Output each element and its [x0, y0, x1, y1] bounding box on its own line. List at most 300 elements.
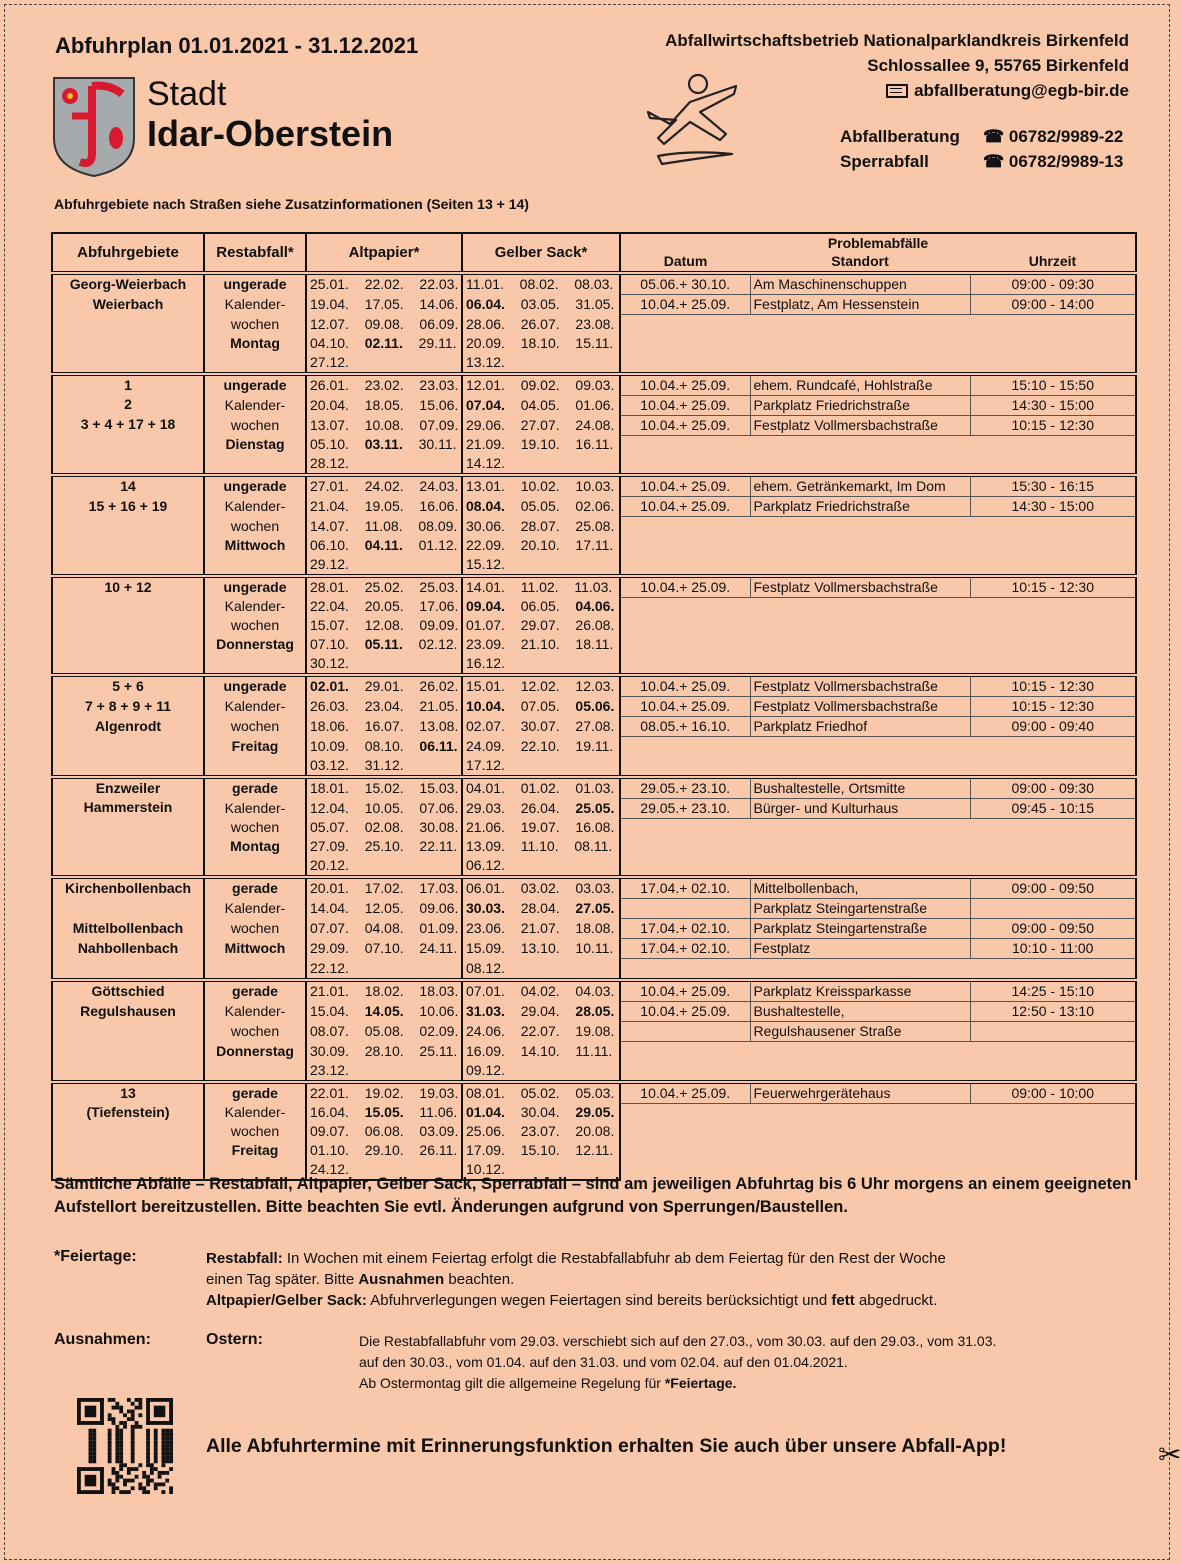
rest-cell: Kalender-	[204, 697, 306, 717]
gelber-sack-cell: 09.04. 06.05. 04.06.	[462, 597, 620, 616]
header-uhrzeit: Uhrzeit	[970, 251, 1136, 273]
problem-time-cell: 14:30 - 15:00	[970, 497, 1136, 517]
rest-cell: wochen	[204, 818, 306, 837]
gelber-sack-cell: 01.07. 29.07. 26.08.	[462, 616, 620, 635]
altpapier-cell: 02.01. 29.01. 26.02.	[306, 675, 462, 697]
gelber-sack-cell: 22.09. 20.10. 17.11.	[462, 536, 620, 555]
altpapier-cell: 18.06. 16.07. 13.08.	[306, 717, 462, 737]
altpapier-cell: 26.01. 23.02. 23.03.	[306, 374, 462, 396]
area-cell	[52, 1022, 204, 1042]
rest-cell: Kalender-	[204, 597, 306, 616]
gelber-sack-cell: 24.09. 22.10. 19.11.	[462, 737, 620, 756]
area-cell	[52, 435, 204, 454]
problem-date-cell: 17.04.+ 02.10.	[620, 919, 750, 939]
table-row	[52, 1022, 1136, 1042]
area-cell	[52, 536, 204, 555]
problem-date-cell: 10.04.+ 25.09.	[620, 1082, 750, 1104]
problem-location-cell: Parkplatz Friedrichstraße	[750, 395, 970, 415]
problem-time-cell: 14:25 - 15:10	[970, 980, 1136, 1002]
rest-cell: Mittwoch	[204, 536, 306, 555]
scissors-icon: ✂	[1158, 1439, 1181, 1470]
problem-time-cell: 15:10 - 15:50	[970, 374, 1136, 396]
problem-empty-cell	[620, 315, 1136, 374]
rest-cell: Freitag	[204, 1141, 306, 1160]
problem-empty-cell	[620, 1042, 1136, 1082]
altpapier-cell: 08.07. 05.08. 02.09.	[306, 1022, 462, 1042]
altpapier-cell: 20.01. 17.02. 17.03.	[306, 877, 462, 899]
gelber-sack-cell: 13.01. 10.02. 10.03.	[462, 475, 620, 497]
rest-cell: gerade	[204, 777, 306, 799]
rest-text-bold: Ausnahmen	[358, 1271, 445, 1288]
gelber-sack-cell: 13.09. 11.10. 08.11.	[462, 837, 620, 856]
city-prefix: Stadt	[147, 75, 227, 113]
altpapier-cell: 30.12.	[306, 654, 462, 675]
gelber-sack-cell: 30.06. 28.07. 25.08.	[462, 517, 620, 536]
rest-cell	[204, 756, 306, 777]
gelber-sack-cell: 01.04. 30.04. 29.05.	[462, 1103, 620, 1122]
area-cell	[52, 1122, 204, 1141]
gelber-sack-cell: 10.04. 07.05. 05.06.	[462, 697, 620, 717]
rest-cell: wochen	[204, 717, 306, 737]
problem-time-cell: 09:00 - 14:00	[970, 295, 1136, 315]
area-cell	[52, 454, 204, 475]
ausnahmen-label: Ausnahmen:	[54, 1331, 151, 1348]
problem-location-cell: Mittelbollenbach,	[750, 877, 970, 899]
problem-location-cell: Festplatz Vollmersbachstraße	[750, 675, 970, 697]
area-cell	[52, 555, 204, 576]
altpapier-cell: 28.01. 25.02. 25.03.	[306, 576, 462, 598]
gelber-sack-cell: 14.01. 11.02. 11.03.	[462, 576, 620, 598]
altpapier-cell: 29.12.	[306, 555, 462, 576]
problem-time-cell	[970, 1022, 1136, 1042]
qr-code-icon[interactable]	[77, 1398, 173, 1494]
rest-cell: ungerade	[204, 273, 306, 295]
gelber-sack-cell: 13.12.	[462, 353, 620, 374]
contact-row	[840, 152, 1140, 177]
gelber-sack-cell: 10.12.	[462, 1160, 620, 1180]
gelber-sack-cell: 17.12.	[462, 756, 620, 777]
table-row	[52, 717, 1136, 737]
gelber-sack-cell: 16.12.	[462, 654, 620, 675]
altpapier-cell: 01.10. 29.10. 26.11.	[306, 1141, 462, 1160]
altpapier-cell: 07.10. 05.11. 02.12.	[306, 635, 462, 654]
altpapier-cell: 15.04. 14.05. 10.06.	[306, 1002, 462, 1022]
problem-date-cell: 08.05.+ 16.10.	[620, 717, 750, 737]
area-cell	[52, 334, 204, 353]
rest-label: Restabfall:	[206, 1250, 283, 1267]
table-row	[52, 315, 1136, 334]
rest-cell: Kalender-	[204, 497, 306, 517]
gelber-sack-cell: 17.09. 15.10. 12.11.	[462, 1141, 620, 1160]
altpapier-cell: 13.07. 10.08. 07.09.	[306, 415, 462, 435]
area-cell: 13	[52, 1082, 204, 1104]
table-row	[52, 576, 1136, 598]
problem-location-cell: Bushaltestelle, Ortsmitte	[750, 777, 970, 799]
problem-empty-cell	[620, 959, 1136, 981]
rest-cell: Freitag	[204, 737, 306, 756]
org-email-line	[665, 78, 1129, 103]
rest-cell	[204, 959, 306, 981]
org-name: Abfallwirtschaftsbetrieb Nationalparklandkreis Birkenfeld	[665, 31, 1129, 50]
table-row	[52, 273, 1136, 295]
gelber-sack-cell: 29.06. 27.07. 24.08.	[462, 415, 620, 435]
altpapier-cell: 20.12.	[306, 856, 462, 877]
problem-empty-cell	[620, 737, 1136, 777]
problem-time-cell: 10:15 - 12:30	[970, 576, 1136, 598]
table-row	[52, 517, 1136, 536]
area-cell	[52, 959, 204, 981]
gelber-sack-cell: 25.06. 23.07. 20.08.	[462, 1122, 620, 1141]
area-cell: 14	[52, 475, 204, 497]
table-row	[52, 295, 1136, 315]
rest-cell: wochen	[204, 415, 306, 435]
rest-cell: Montag	[204, 837, 306, 856]
gelber-sack-cell: 15.01. 12.02. 12.03.	[462, 675, 620, 697]
problem-date-cell: 17.04.+ 02.10.	[620, 877, 750, 899]
area-cell: Enzweiler	[52, 777, 204, 799]
altpapier-cell: 19.04. 17.05. 14.06.	[306, 295, 462, 315]
problem-time-cell: 12:50 - 13:10	[970, 1002, 1136, 1022]
header-datum: Datum	[620, 251, 750, 273]
gelber-sack-cell: 28.06. 26.07. 23.08.	[462, 315, 620, 334]
alt-text-bold: fett	[831, 1292, 855, 1309]
organisation-info	[665, 28, 1129, 103]
collection-schedule-table	[51, 232, 1137, 1181]
area-cell: Regulshausen	[52, 1002, 204, 1022]
problem-location-cell: Festplatz, Am Hessenstein	[750, 295, 970, 315]
problem-time-cell: 09:00 - 09:50	[970, 919, 1136, 939]
feiertage-label: *Feiertage:	[54, 1248, 137, 1265]
rest-text: beachten.	[444, 1271, 515, 1288]
area-cell	[52, 315, 204, 334]
ostern-line-bold: *Feiertage.	[664, 1375, 737, 1391]
table-row	[52, 1082, 1136, 1104]
problem-time-cell: 09:00 - 09:50	[970, 877, 1136, 899]
area-cell: 3 + 4 + 17 + 18	[52, 415, 204, 435]
problem-location-cell: Am Maschinenschuppen	[750, 273, 970, 295]
problem-time-cell: 09:00 - 09:30	[970, 777, 1136, 799]
altpapier-cell: 18.01. 15.02. 15.03.	[306, 777, 462, 799]
header-standort: Standort	[750, 251, 970, 273]
area-cell	[52, 899, 204, 919]
problem-time-cell: 15:30 - 16:15	[970, 475, 1136, 497]
area-cell: Weierbach	[52, 295, 204, 315]
altpapier-cell: 20.04. 18.05. 15.06.	[306, 395, 462, 415]
gelber-sack-cell: 24.06. 22.07. 19.08.	[462, 1022, 620, 1042]
area-cell	[52, 818, 204, 837]
altpapier-cell: 09.07. 06.08. 03.09.	[306, 1122, 462, 1141]
problem-location-cell: Bürger- und Kulturhaus	[750, 798, 970, 818]
area-cell: 2	[52, 395, 204, 415]
altpapier-cell: 16.04. 15.05. 11.06.	[306, 1103, 462, 1122]
table-row	[52, 899, 1136, 919]
area-cell: Hammerstein	[52, 798, 204, 818]
rest-cell: Kalender-	[204, 1002, 306, 1022]
gelber-sack-cell: 07.01. 04.02. 04.03.	[462, 980, 620, 1002]
rest-cell: ungerade	[204, 475, 306, 497]
table-row	[52, 959, 1136, 981]
altpapier-cell: 05.10. 03.11. 30.11.	[306, 435, 462, 454]
problem-date-cell	[620, 1022, 750, 1042]
gelber-sack-cell: 15.09. 13.10. 10.11.	[462, 939, 620, 959]
rest-cell: Montag	[204, 334, 306, 353]
rest-cell: wochen	[204, 616, 306, 635]
problem-location-cell: Parkplatz Friedrichstraße	[750, 497, 970, 517]
problem-time-cell: 09:00 - 09:30	[970, 273, 1136, 295]
problem-location-cell: Feuerwehrgerätehaus	[750, 1082, 970, 1104]
problem-date-cell: 10.04.+ 25.09.	[620, 576, 750, 598]
problem-location-cell: ehem. Getränkemarkt, Im Dom	[750, 475, 970, 497]
problem-location-cell: Festplatz	[750, 939, 970, 959]
problem-location-cell: Parkplatz Steingartenstraße	[750, 919, 970, 939]
ostern-text	[359, 1331, 1119, 1394]
contacts	[840, 127, 1140, 177]
table-row	[52, 737, 1136, 756]
area-cell	[52, 756, 204, 777]
gelber-sack-cell: 08.01. 05.02. 05.03.	[462, 1082, 620, 1104]
rest-cell: ungerade	[204, 576, 306, 598]
table-row	[52, 697, 1136, 717]
problem-location-cell: ehem. Rundcafé, Hohlstraße	[750, 374, 970, 396]
table-row	[52, 497, 1136, 517]
table-row	[52, 818, 1136, 837]
table-row	[52, 374, 1136, 396]
table-row	[52, 1042, 1136, 1061]
altpapier-cell: 23.12.	[306, 1061, 462, 1082]
table-row	[52, 475, 1136, 497]
rest-cell: wochen	[204, 1122, 306, 1141]
altpapier-cell: 14.07. 11.08. 08.09.	[306, 517, 462, 536]
rest-cell	[204, 1061, 306, 1082]
problem-date-cell	[620, 899, 750, 919]
rest-cell: wochen	[204, 315, 306, 334]
problem-date-cell: 10.04.+ 25.09.	[620, 675, 750, 697]
area-cell	[52, 856, 204, 877]
table-row	[52, 877, 1136, 899]
problem-empty-cell	[620, 435, 1136, 475]
rest-cell: gerade	[204, 980, 306, 1002]
ostern-line: auf den 30.03., vom 01.04. auf den 31.03. und vom 02.04. auf den 01.04.2021.	[359, 1354, 848, 1370]
altpapier-cell: 25.01. 22.02. 22.03.	[306, 273, 462, 295]
problem-time-cell: 09:00 - 10:00	[970, 1082, 1136, 1104]
problem-date-cell: 29.05.+ 23.10.	[620, 777, 750, 799]
gelber-sack-cell: 16.09. 14.10. 11.11.	[462, 1042, 620, 1061]
page-title: Abfuhrplan 01.01.2021 - 31.12.2021	[55, 33, 419, 58]
alt-label: Altpapier/Gelber Sack:	[206, 1292, 367, 1309]
problem-location-cell: Festplatz Vollmersbachstraße	[750, 697, 970, 717]
altpapier-cell: 14.04. 12.05. 09.06.	[306, 899, 462, 919]
table-row	[52, 415, 1136, 435]
problem-location-cell: Festplatz Vollmersbachstraße	[750, 576, 970, 598]
table-row	[52, 980, 1136, 1002]
gelber-sack-cell: 07.04. 04.05. 01.06.	[462, 395, 620, 415]
table-row	[52, 919, 1136, 939]
altpapier-cell: 29.09. 07.10. 24.11.	[306, 939, 462, 959]
altpapier-cell: 22.04. 20.05. 17.06.	[306, 597, 462, 616]
problem-date-cell: 10.04.+ 25.09.	[620, 395, 750, 415]
area-cell	[52, 654, 204, 675]
area-cell	[52, 1042, 204, 1061]
rest-cell: Kalender-	[204, 798, 306, 818]
rest-cell	[204, 555, 306, 576]
problem-time-cell: 10:15 - 12:30	[970, 675, 1136, 697]
problem-date-cell: 10.04.+ 25.09.	[620, 295, 750, 315]
area-cell: Georg-Weierbach	[52, 273, 204, 295]
altpapier-cell: 12.04. 10.05. 07.06.	[306, 798, 462, 818]
gelber-sack-cell: 20.09. 18.10. 15.11.	[462, 334, 620, 353]
contact-label: Abfallberatung	[840, 127, 960, 146]
rest-cell	[204, 353, 306, 374]
problem-date-cell: 10.04.+ 25.09.	[620, 980, 750, 1002]
area-cell	[52, 597, 204, 616]
gelber-sack-cell: 04.01. 01.02. 01.03.	[462, 777, 620, 799]
gelber-sack-cell: 14.12.	[462, 454, 620, 475]
rest-text: In Wochen mit einem Feiertag erfolgt die Restabfallabfuhr ab dem Feiertag für den Rest der Woche	[282, 1250, 946, 1267]
ostern-label: Ostern:	[206, 1331, 263, 1348]
org-email[interactable]: abfallberatung@egb-bir.de	[914, 81, 1129, 100]
gelber-sack-cell: 15.12.	[462, 555, 620, 576]
problem-time-cell: 10:15 - 12:30	[970, 415, 1136, 435]
gelber-sack-cell: 21.09. 19.10. 16.11.	[462, 435, 620, 454]
gelber-sack-cell: 09.12.	[462, 1061, 620, 1082]
problem-time-cell: 10:15 - 12:30	[970, 697, 1136, 717]
gelber-sack-cell: 11.01. 08.02. 08.03.	[462, 273, 620, 295]
area-cell: Kirchenbollenbach	[52, 877, 204, 899]
problem-empty-cell	[620, 517, 1136, 576]
rest-cell: Dienstag	[204, 435, 306, 454]
table-row	[52, 435, 1136, 454]
header-area: Abfuhrgebiete	[52, 233, 204, 273]
area-cell	[52, 517, 204, 536]
problem-date-cell: 10.04.+ 25.09.	[620, 1002, 750, 1022]
table-row	[52, 597, 1136, 616]
table-row	[52, 675, 1136, 697]
gelber-sack-cell: 31.03. 29.04. 28.05.	[462, 1002, 620, 1022]
altpapier-cell: 21.01. 18.02. 18.03.	[306, 980, 462, 1002]
problem-location-cell: Parkplatz Friedhof	[750, 717, 970, 737]
problem-date-cell: 10.04.+ 25.09.	[620, 697, 750, 717]
problem-empty-cell	[620, 597, 1136, 675]
area-cell: 15 + 16 + 19	[52, 497, 204, 517]
problem-time-cell: 10:10 - 11:00	[970, 939, 1136, 959]
app-promo: Alle Abfuhrtermine mit Erinnerungsfunktion erhalten Sie auch über unsere Abfall-App!	[206, 1435, 1007, 1457]
placement-notice: Sämtliche Abfälle – Restabfall, Altpapier, Gelber Sack, Sperrabfall – sind am jeweiligen Abfuhrtag bis 6 Uhr morgens an einem geeigneten Aufstellort bereitzustellen. Bitte beachten Sie evtl. Änderungen aufgrund von Sperrungen/Baustellen.	[54, 1175, 1132, 1216]
alt-text: Abfuhrverlegungen wegen Feiertagen sind bereits berücksichtigt und	[366, 1292, 832, 1309]
table-row	[52, 1002, 1136, 1022]
table-row	[52, 798, 1136, 818]
gelber-sack-cell: 08.12.	[462, 959, 620, 981]
gelber-sack-cell: 06.01. 03.02. 03.03.	[462, 877, 620, 899]
gelber-sack-cell: 30.03. 28.04. 27.05.	[462, 899, 620, 919]
streets-note: Abfuhrgebiete nach Straßen siehe Zusatzinformationen (Seiten 13 + 14)	[54, 196, 529, 212]
ostern-line: Die Restabfallabfuhr vom 29.03. verschiebt sich auf den 27.03., vom 30.03. auf den 29.03., vom 31.03.	[359, 1333, 997, 1349]
rest-cell: wochen	[204, 919, 306, 939]
table-row	[52, 1103, 1136, 1122]
problem-location-cell: Parkplatz Steingartenstraße	[750, 899, 970, 919]
problem-location-cell: Bushaltestelle,	[750, 1002, 970, 1022]
problem-date-cell: 10.04.+ 25.09.	[620, 415, 750, 435]
header-problem: Problemabfälle	[620, 233, 1136, 251]
area-cell	[52, 616, 204, 635]
problem-time-cell: 09:45 - 10:15	[970, 798, 1136, 818]
area-cell: 1	[52, 374, 204, 396]
rest-cell: wochen	[204, 517, 306, 536]
altpapier-cell: 22.12.	[306, 959, 462, 981]
table-row	[52, 395, 1136, 415]
altpapier-cell: 22.01. 19.02. 19.03.	[306, 1082, 462, 1104]
area-cell	[52, 837, 204, 856]
table-row	[52, 939, 1136, 959]
contact-row	[840, 127, 1140, 152]
area-cell	[52, 1141, 204, 1160]
area-cell	[52, 353, 204, 374]
problem-time-cell: 14:30 - 15:00	[970, 395, 1136, 415]
area-cell: Nahbollenbach	[52, 939, 204, 959]
area-cell: Mittelbollenbach	[52, 919, 204, 939]
problem-date-cell: 29.05.+ 23.10.	[620, 798, 750, 818]
gelber-sack-cell: 29.03. 26.04. 25.05.	[462, 798, 620, 818]
mail-icon	[886, 84, 908, 98]
altpapier-cell: 05.07. 02.08. 30.08.	[306, 818, 462, 837]
table-row	[52, 777, 1136, 799]
org-address: Schlossallee 9, 55765 Birkenfeld	[867, 56, 1129, 75]
area-cell: (Tiefenstein)	[52, 1103, 204, 1122]
problem-empty-cell	[620, 1103, 1136, 1180]
altpapier-cell: 28.12.	[306, 454, 462, 475]
rest-cell: Mittwoch	[204, 939, 306, 959]
area-cell	[52, 1061, 204, 1082]
contact-phone[interactable]: ☎ 06782/9989-22	[983, 127, 1124, 146]
rest-cell: Kalender-	[204, 1103, 306, 1122]
ostern-line: Ab Ostermontag gilt die allgemeine Regelung für	[359, 1375, 665, 1391]
rest-cell: gerade	[204, 877, 306, 899]
altpapier-cell: 15.07. 12.08. 09.09.	[306, 616, 462, 635]
problem-date-cell: 10.04.+ 25.09.	[620, 374, 750, 396]
altpapier-cell: 04.10. 02.11. 29.11.	[306, 334, 462, 353]
rest-cell: Kalender-	[204, 295, 306, 315]
gelber-sack-cell: 23.09. 21.10. 18.11.	[462, 635, 620, 654]
area-cell: 7 + 8 + 9 + 11	[52, 697, 204, 717]
problem-date-cell: 05.06.+ 30.10.	[620, 273, 750, 295]
gelber-sack-cell: 06.04. 03.05. 31.05.	[462, 295, 620, 315]
rest-cell: Kalender-	[204, 395, 306, 415]
altpapier-cell: 07.07. 04.08. 01.09.	[306, 919, 462, 939]
area-cell: 5 + 6	[52, 675, 204, 697]
problem-location-cell: Regulshausener Straße	[750, 1022, 970, 1042]
problem-date-cell: 10.04.+ 25.09.	[620, 497, 750, 517]
table-header-row	[52, 233, 1136, 251]
problem-date-cell: 17.04.+ 02.10.	[620, 939, 750, 959]
rest-cell: Donnerstag	[204, 635, 306, 654]
area-cell: Göttschied	[52, 980, 204, 1002]
city-name: Idar-Oberstein	[147, 113, 394, 154]
altpapier-cell: 12.07. 09.08. 06.09.	[306, 315, 462, 334]
coat-of-arms-icon	[52, 76, 136, 178]
rest-cell: ungerade	[204, 675, 306, 697]
problem-location-cell: Parkplatz Kreissparkasse	[750, 980, 970, 1002]
contact-phone[interactable]: ☎ 06782/9989-13	[983, 152, 1124, 171]
rest-cell	[204, 454, 306, 475]
altpapier-cell: 26.03. 23.04. 21.05.	[306, 697, 462, 717]
altpapier-cell: 30.09. 28.10. 25.11.	[306, 1042, 462, 1061]
rest-cell: wochen	[204, 1022, 306, 1042]
alt-text: abgedruckt.	[854, 1292, 938, 1309]
altpapier-cell: 06.10. 04.11. 01.12.	[306, 536, 462, 555]
problem-location-cell: Festplatz Vollmersbachstraße	[750, 415, 970, 435]
problem-time-cell	[970, 899, 1136, 919]
gelber-sack-cell: 12.01. 09.02. 09.03.	[462, 374, 620, 396]
gelber-sack-cell: 08.04. 05.05. 02.06.	[462, 497, 620, 517]
